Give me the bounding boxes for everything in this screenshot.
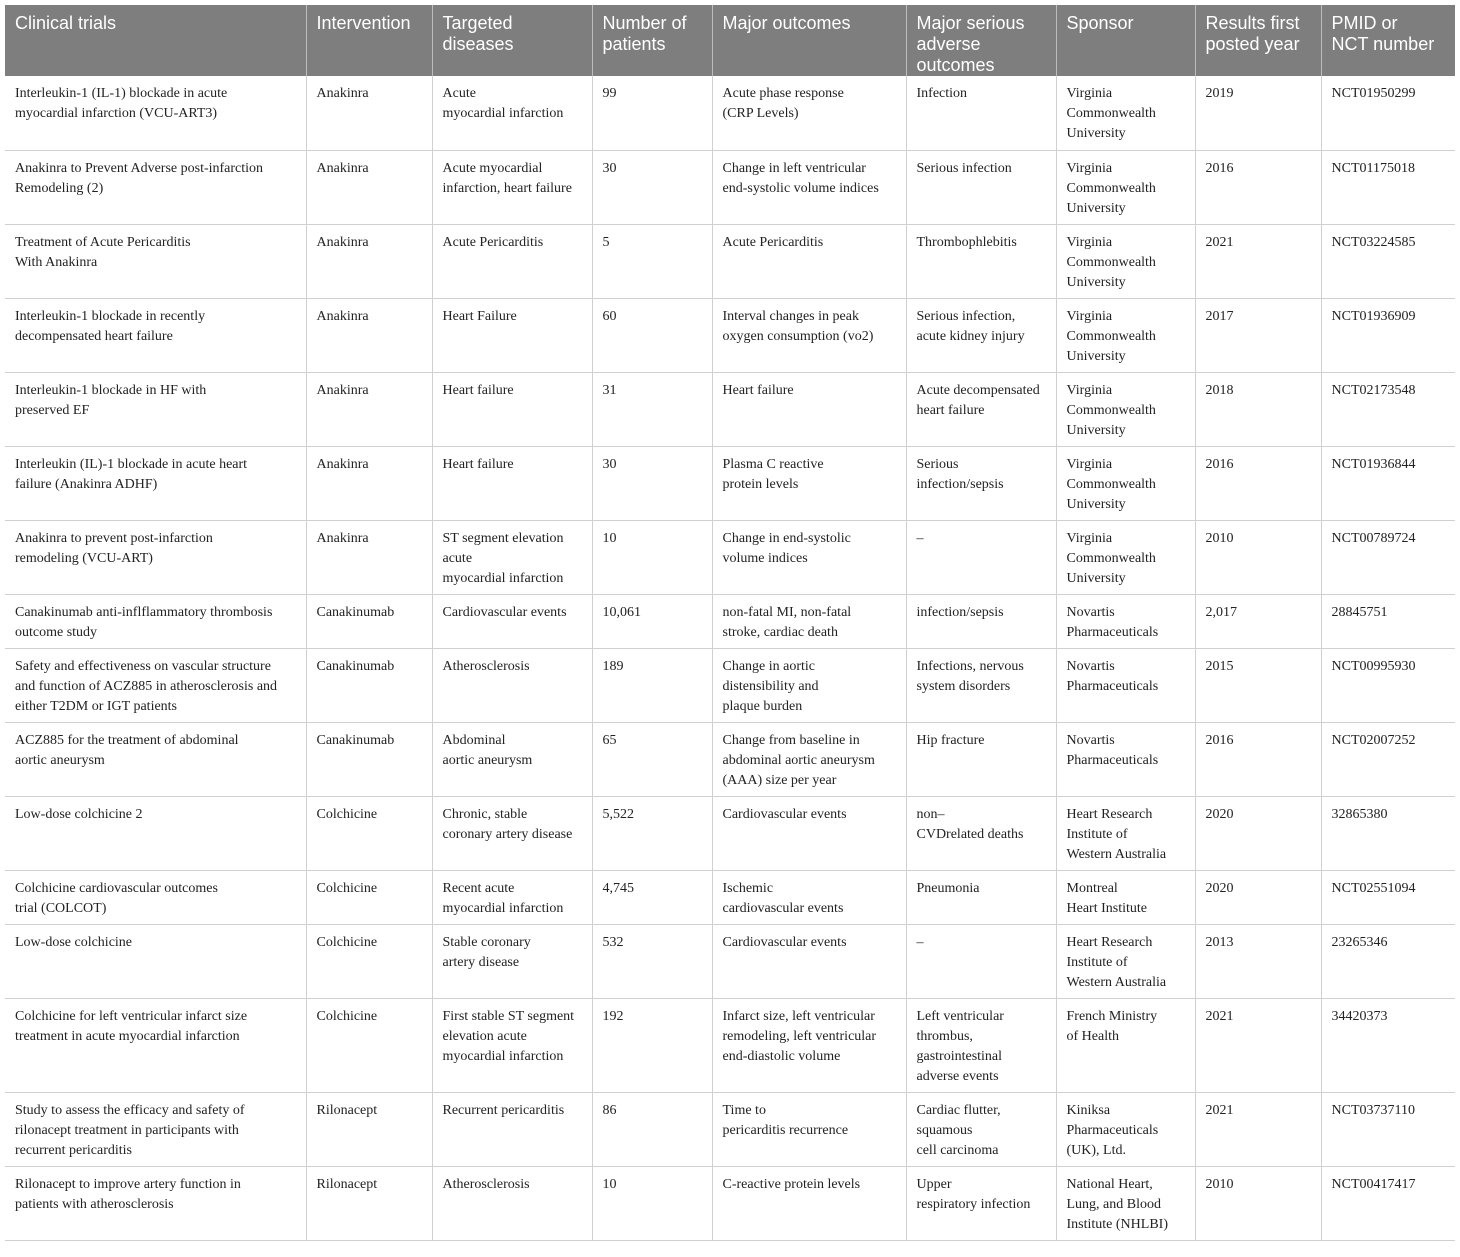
cell-id: 32865380 xyxy=(1321,796,1455,870)
header-results-first-posted-year: Results first posted year xyxy=(1195,5,1321,76)
table-row xyxy=(5,298,1455,372)
clinical-trials-table xyxy=(5,5,1455,1241)
header-major-outcomes: Major outcomes xyxy=(712,5,906,76)
cell-patients: 4,745 xyxy=(592,870,712,924)
cell-sponsor: French Ministry of Health xyxy=(1056,998,1195,1092)
cell-id: NCT01936909 xyxy=(1321,298,1455,372)
table-row xyxy=(5,446,1455,520)
cell-outcomes: Change in left ventricular end-systolic volume indices xyxy=(712,150,906,224)
cell-diseases: Atherosclerosis xyxy=(432,1166,592,1240)
cell-diseases: Recent acute myocardial infarction xyxy=(432,870,592,924)
table-row xyxy=(5,594,1455,648)
cell-id: NCT00789724 xyxy=(1321,520,1455,594)
table-row xyxy=(5,520,1455,594)
cell-outcomes: Interval changes in peak oxygen consumption (vo2) xyxy=(712,298,906,372)
cell-patients: 10 xyxy=(592,1166,712,1240)
cell-patients: 65 xyxy=(592,722,712,796)
cell-patients: 86 xyxy=(592,1092,712,1166)
cell-outcomes: Infarct size, left ventricular remodeling, left ventricular end-diastolic volume xyxy=(712,998,906,1092)
cell-trial: Rilonacept to improve artery function in patients with atherosclerosis xyxy=(5,1166,306,1240)
cell-diseases: Acute Pericarditis xyxy=(432,224,592,298)
header-intervention: Intervention xyxy=(306,5,432,76)
cell-year: 2013 xyxy=(1195,924,1321,998)
cell-trial: Low-dose colchicine xyxy=(5,924,306,998)
cell-sponsor: Novartis Pharmaceuticals xyxy=(1056,594,1195,648)
cell-sponsor: Virginia Commonwealth University xyxy=(1056,76,1195,150)
cell-adverse: Cardiac flutter, squamous cell carcinoma xyxy=(906,1092,1056,1166)
table-row xyxy=(5,722,1455,796)
cell-outcomes: Change in aortic distensibility and plaque burden xyxy=(712,648,906,722)
table-row xyxy=(5,224,1455,298)
cell-adverse: Pneumonia xyxy=(906,870,1056,924)
cell-outcomes: Cardiovascular events xyxy=(712,796,906,870)
cell-outcomes: Heart failure xyxy=(712,372,906,446)
cell-sponsor: Virginia Commonwealth University xyxy=(1056,372,1195,446)
cell-diseases: Cardiovascular events xyxy=(432,594,592,648)
cell-id: NCT01936844 xyxy=(1321,446,1455,520)
cell-trial: Colchicine cardiovascular outcomes trial (COLCOT) xyxy=(5,870,306,924)
cell-outcomes: Acute Pericarditis xyxy=(712,224,906,298)
header-number-of-patients: Number of patients xyxy=(592,5,712,76)
cell-adverse: Thrombophlebitis xyxy=(906,224,1056,298)
cell-outcomes: Cardiovascular events xyxy=(712,924,906,998)
cell-id: NCT01175018 xyxy=(1321,150,1455,224)
cell-sponsor: Novartis Pharmaceuticals xyxy=(1056,722,1195,796)
cell-id: 23265346 xyxy=(1321,924,1455,998)
cell-adverse: Acute decompensated heart failure xyxy=(906,372,1056,446)
cell-trial: Treatment of Acute Pericarditis With Anakinra xyxy=(5,224,306,298)
cell-intervention: Anakinra xyxy=(306,446,432,520)
cell-adverse: Infection xyxy=(906,76,1056,150)
table-row xyxy=(5,870,1455,924)
cell-patients: 30 xyxy=(592,446,712,520)
cell-year: 2020 xyxy=(1195,796,1321,870)
cell-intervention: Canakinumab xyxy=(306,722,432,796)
cell-id: NCT02551094 xyxy=(1321,870,1455,924)
cell-sponsor: Virginia Commonwealth University xyxy=(1056,446,1195,520)
cell-intervention: Colchicine xyxy=(306,924,432,998)
cell-id: NCT01950299 xyxy=(1321,76,1455,150)
cell-intervention: Colchicine xyxy=(306,870,432,924)
cell-intervention: Anakinra xyxy=(306,150,432,224)
cell-adverse: Left ventricular thrombus, gastrointestinal adverse events xyxy=(906,998,1056,1092)
cell-intervention: Anakinra xyxy=(306,520,432,594)
cell-id: NCT02173548 xyxy=(1321,372,1455,446)
cell-sponsor: Virginia Commonwealth University xyxy=(1056,298,1195,372)
cell-year: 2018 xyxy=(1195,372,1321,446)
cell-adverse: infection/sepsis xyxy=(906,594,1056,648)
cell-patients: 30 xyxy=(592,150,712,224)
cell-trial: Anakinra to prevent post-infarction remodeling (VCU-ART) xyxy=(5,520,306,594)
cell-patients: 189 xyxy=(592,648,712,722)
cell-outcomes: Plasma C reactive protein levels xyxy=(712,446,906,520)
cell-id: NCT02007252 xyxy=(1321,722,1455,796)
cell-trial: Low-dose colchicine 2 xyxy=(5,796,306,870)
cell-year: 2016 xyxy=(1195,722,1321,796)
cell-trial: Canakinumab anti-inflflammatory thrombosis outcome study xyxy=(5,594,306,648)
cell-intervention: Colchicine xyxy=(306,796,432,870)
table-row xyxy=(5,372,1455,446)
cell-intervention: Anakinra xyxy=(306,76,432,150)
cell-year: 2010 xyxy=(1195,520,1321,594)
table-row xyxy=(5,76,1455,150)
cell-trial: ACZ885 for the treatment of abdominal aortic aneurysm xyxy=(5,722,306,796)
cell-intervention: Anakinra xyxy=(306,224,432,298)
cell-id: NCT00417417 xyxy=(1321,1166,1455,1240)
cell-diseases: Acute myocardial infarction, heart failure xyxy=(432,150,592,224)
cell-adverse: – xyxy=(906,924,1056,998)
cell-adverse: Upper respiratory infection xyxy=(906,1166,1056,1240)
cell-trial: Interleukin (IL)-1 blockade in acute heart failure (Anakinra ADHF) xyxy=(5,446,306,520)
cell-year: 2021 xyxy=(1195,1092,1321,1166)
header-major-serious-adverse-outcomes: Major serious adverse outcomes xyxy=(906,5,1056,76)
cell-trial: Safety and effectiveness on vascular structure and function of ACZ885 in atherosclerosis and either T2DM or IGT patients xyxy=(5,648,306,722)
cell-sponsor: Virginia Commonwealth University xyxy=(1056,150,1195,224)
cell-sponsor: Novartis Pharmaceuticals xyxy=(1056,648,1195,722)
cell-patients: 10,061 xyxy=(592,594,712,648)
table-row xyxy=(5,998,1455,1092)
cell-adverse: – xyxy=(906,520,1056,594)
cell-year: 2020 xyxy=(1195,870,1321,924)
cell-sponsor: Virginia Commonwealth University xyxy=(1056,520,1195,594)
cell-diseases: Abdominal aortic aneurysm xyxy=(432,722,592,796)
cell-intervention: Rilonacept xyxy=(306,1092,432,1166)
cell-diseases: Heart Failure xyxy=(432,298,592,372)
cell-diseases: Heart failure xyxy=(432,446,592,520)
cell-adverse: Serious infection, acute kidney injury xyxy=(906,298,1056,372)
table-body xyxy=(5,76,1455,1240)
header-sponsor: Sponsor xyxy=(1056,5,1195,76)
cell-patients: 5,522 xyxy=(592,796,712,870)
cell-year: 2021 xyxy=(1195,998,1321,1092)
cell-year: 2017 xyxy=(1195,298,1321,372)
cell-year: 2019 xyxy=(1195,76,1321,150)
cell-id: NCT03737110 xyxy=(1321,1092,1455,1166)
table-row xyxy=(5,648,1455,722)
cell-adverse: non– CVDrelated deaths xyxy=(906,796,1056,870)
cell-trial: Anakinra to Prevent Adverse post-infarction Remodeling (2) xyxy=(5,150,306,224)
cell-outcomes: Time to pericarditis recurrence xyxy=(712,1092,906,1166)
cell-outcomes: Change from baseline in abdominal aortic aneurysm (AAA) size per year xyxy=(712,722,906,796)
cell-diseases: First stable ST segment elevation acute myocardial infarction xyxy=(432,998,592,1092)
cell-adverse: Serious infection/sepsis xyxy=(906,446,1056,520)
cell-outcomes: Change in end-systolic volume indices xyxy=(712,520,906,594)
cell-id: 28845751 xyxy=(1321,594,1455,648)
cell-adverse: Hip fracture xyxy=(906,722,1056,796)
cell-sponsor: National Heart, Lung, and Blood Institute (NHLBI) xyxy=(1056,1166,1195,1240)
cell-intervention: Anakinra xyxy=(306,372,432,446)
cell-outcomes: Ischemic cardiovascular events xyxy=(712,870,906,924)
cell-trial: Colchicine for left ventricular infarct size treatment in acute myocardial infarction xyxy=(5,998,306,1092)
table-row xyxy=(5,1166,1455,1240)
cell-diseases: Recurrent pericarditis xyxy=(432,1092,592,1166)
cell-year: 2021 xyxy=(1195,224,1321,298)
cell-year: 2015 xyxy=(1195,648,1321,722)
cell-outcomes: C-reactive protein levels xyxy=(712,1166,906,1240)
cell-sponsor: Montreal Heart Institute xyxy=(1056,870,1195,924)
cell-year: 2010 xyxy=(1195,1166,1321,1240)
cell-patients: 5 xyxy=(592,224,712,298)
cell-diseases: Atherosclerosis xyxy=(432,648,592,722)
header-targeted-diseases: Targeted diseases xyxy=(432,5,592,76)
cell-patients: 60 xyxy=(592,298,712,372)
table-row xyxy=(5,1092,1455,1166)
cell-adverse: Serious infection xyxy=(906,150,1056,224)
cell-intervention: Anakinra xyxy=(306,298,432,372)
cell-trial: Study to assess the efficacy and safety of rilonacept treatment in participants with recurrent pericarditis xyxy=(5,1092,306,1166)
cell-intervention: Colchicine xyxy=(306,998,432,1092)
header-pmid-or-nct-number: PMID or NCT number xyxy=(1321,5,1455,76)
cell-outcomes: non-fatal MI, non-fatal stroke, cardiac death xyxy=(712,594,906,648)
cell-intervention: Rilonacept xyxy=(306,1166,432,1240)
cell-trial: Interleukin-1 blockade in HF with preserved EF xyxy=(5,372,306,446)
cell-diseases: Stable coronary artery disease xyxy=(432,924,592,998)
cell-adverse: Infections, nervous system disorders xyxy=(906,648,1056,722)
table-row xyxy=(5,150,1455,224)
cell-year: 2016 xyxy=(1195,446,1321,520)
cell-intervention: Canakinumab xyxy=(306,594,432,648)
cell-sponsor: Heart Research Institute of Western Australia xyxy=(1056,924,1195,998)
cell-patients: 532 xyxy=(592,924,712,998)
table-row xyxy=(5,796,1455,870)
cell-trial: Interleukin-1 (IL-1) blockade in acute myocardial infarction (VCU-ART3) xyxy=(5,76,306,150)
cell-sponsor: Heart Research Institute of Western Australia xyxy=(1056,796,1195,870)
cell-sponsor: Kiniksa Pharmaceuticals (UK), Ltd. xyxy=(1056,1092,1195,1166)
cell-diseases: Chronic, stable coronary artery disease xyxy=(432,796,592,870)
cell-diseases: ST segment elevation acute myocardial infarction xyxy=(432,520,592,594)
table-row xyxy=(5,924,1455,998)
cell-trial: Interleukin-1 blockade in recently decompensated heart failure xyxy=(5,298,306,372)
cell-diseases: Acute myocardial infarction xyxy=(432,76,592,150)
cell-id: NCT00995930 xyxy=(1321,648,1455,722)
cell-id: 34420373 xyxy=(1321,998,1455,1092)
cell-patients: 99 xyxy=(592,76,712,150)
cell-outcomes: Acute phase response (CRP Levels) xyxy=(712,76,906,150)
cell-year: 2016 xyxy=(1195,150,1321,224)
cell-patients: 31 xyxy=(592,372,712,446)
header-clinical-trials: Clinical trials xyxy=(5,5,306,76)
cell-id: NCT03224585 xyxy=(1321,224,1455,298)
cell-diseases: Heart failure xyxy=(432,372,592,446)
cell-sponsor: Virginia Commonwealth University xyxy=(1056,224,1195,298)
cell-patients: 192 xyxy=(592,998,712,1092)
cell-intervention: Canakinumab xyxy=(306,648,432,722)
cell-year: 2,017 xyxy=(1195,594,1321,648)
cell-patients: 10 xyxy=(592,520,712,594)
table-header xyxy=(5,5,1455,76)
